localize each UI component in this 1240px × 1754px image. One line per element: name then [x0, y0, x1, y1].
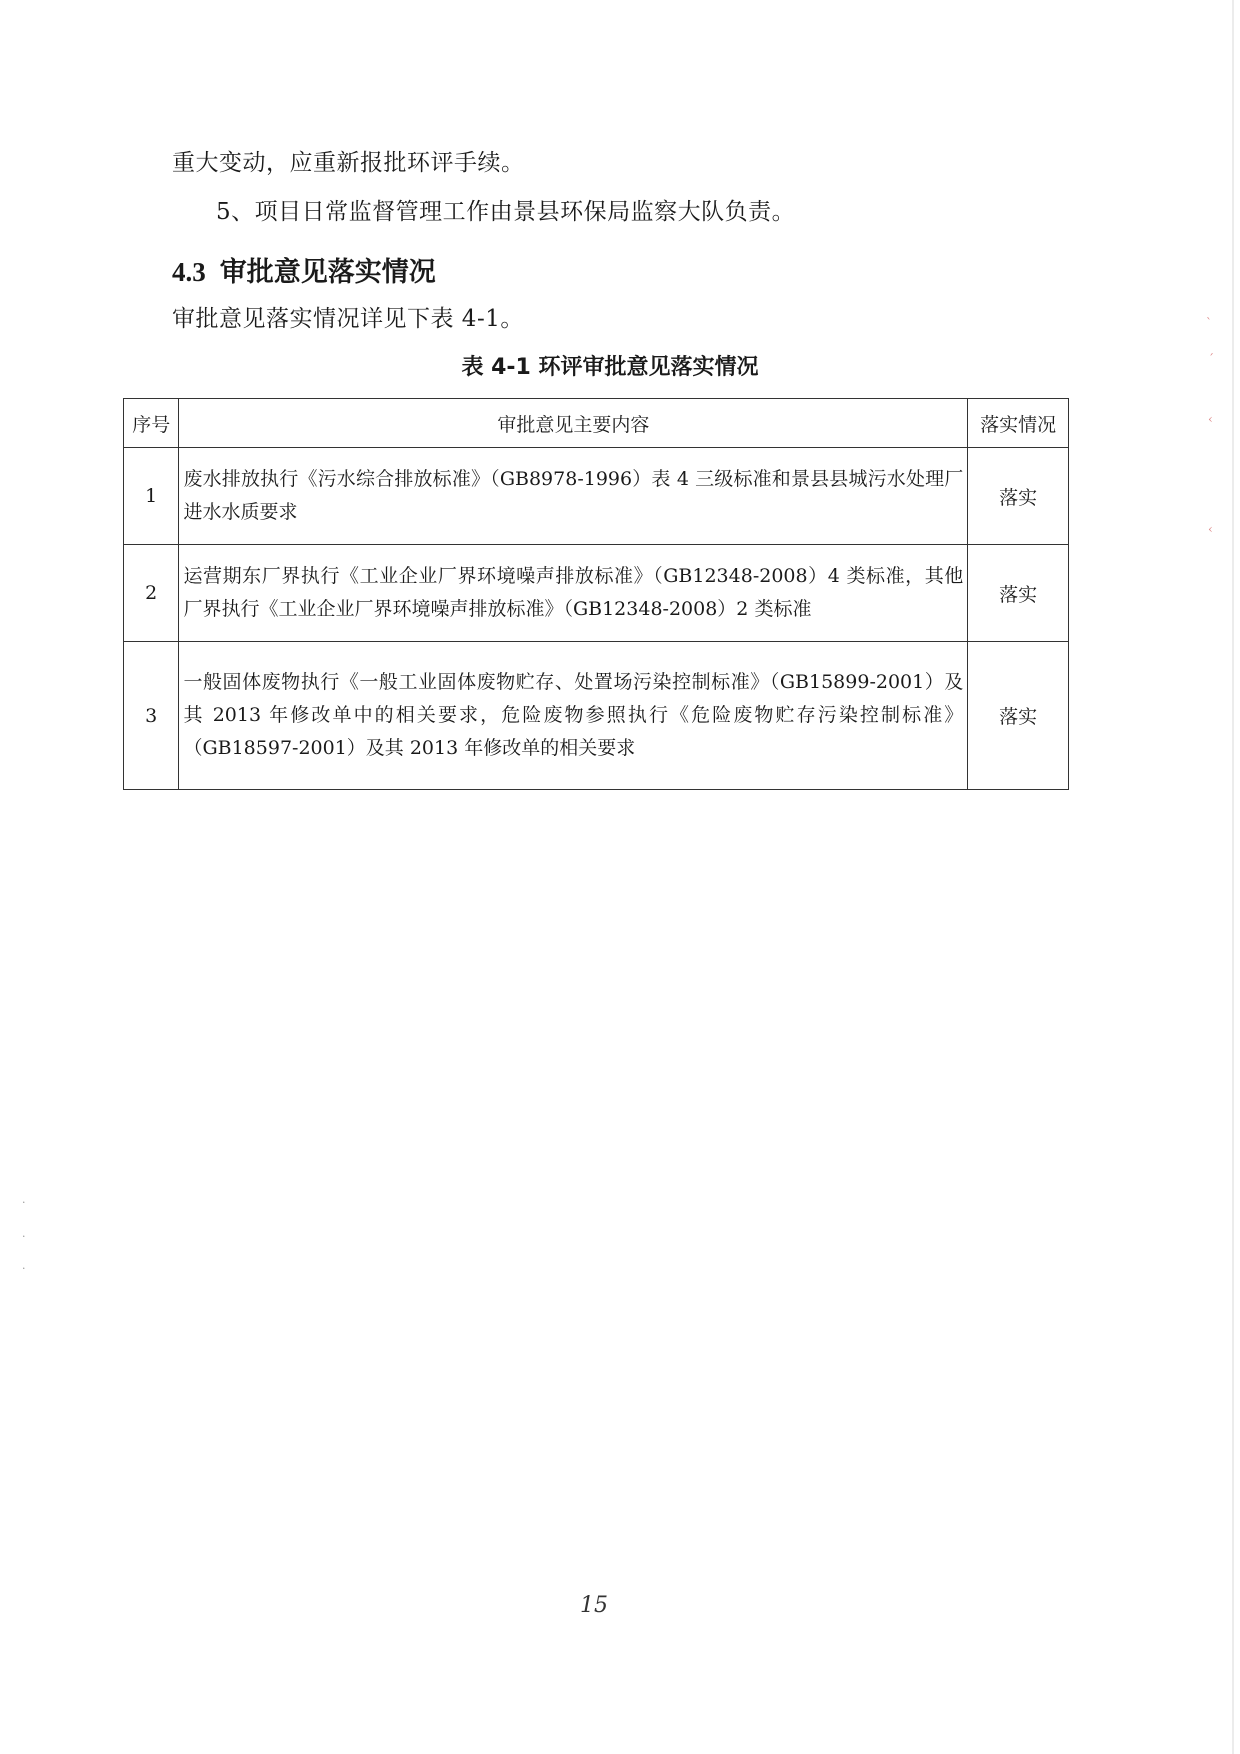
section-number: 4.3	[172, 257, 206, 287]
table-row	[124, 448, 1069, 545]
page-edge-shadow	[1232, 0, 1234, 1754]
section-heading	[172, 250, 436, 289]
table-caption: 表 4-1 环评审批意见落实情况	[461, 355, 759, 380]
scan-speck: ·	[22, 1230, 26, 1243]
page-number: 15	[580, 1593, 608, 1618]
scan-mark: ˋ	[1206, 316, 1212, 330]
scan-mark: ˊ	[1208, 352, 1214, 366]
header-content: 审批意见主要内容	[179, 399, 968, 448]
header-no: 序号	[124, 399, 179, 448]
row-no: 2	[124, 545, 179, 642]
row-content: 废水排放执行《污水综合排放标准》（GB8978-1996）表 4 三级标准和景县县城污水处理厂进水水质要求	[179, 448, 968, 545]
scan-speck: ·	[22, 1196, 26, 1209]
approval-table	[123, 398, 1069, 790]
row-content: 运营期东厂界执行《工业企业厂界环境噪声排放标准》（GB12348-2008）4 类标准，其他厂界执行《工业企业厂界环境噪声排放标准》（GB12348-2008）2 类标准	[179, 545, 968, 642]
row-content: 一般固体废物执行《一般工业固体废物贮存、处置场污染控制标准》（GB15899-2001）及其 2013 年修改单中的相关要求，危险废物参照执行《危险废物贮存污染控制标准》（GB18597-2001）及其 2013 年修改单的相关要求	[179, 642, 968, 790]
section-title: 审批意见落实情况	[219, 257, 436, 288]
row-no: 1	[124, 448, 179, 545]
row-status: 落实	[968, 448, 1069, 545]
scan-mark: ‹	[1208, 522, 1213, 536]
table-row	[124, 642, 1069, 790]
row-no: 3	[124, 642, 179, 790]
scan-mark: ‹	[1208, 412, 1213, 426]
row-status: 落实	[968, 642, 1069, 790]
table-row	[124, 545, 1069, 642]
scan-speck: ·	[22, 1262, 26, 1275]
header-status: 落实情况	[968, 399, 1069, 448]
table-header-row	[124, 399, 1069, 448]
row-status: 落实	[968, 545, 1069, 642]
paragraph-3: 审批意见落实情况详见下表 4-1。	[172, 306, 524, 332]
paragraph-2: 5、项目日常监督管理工作由景县环保局监察大队负责。	[216, 199, 796, 225]
paragraph-1: 重大变动，应重新报批环评手续。	[172, 150, 525, 176]
